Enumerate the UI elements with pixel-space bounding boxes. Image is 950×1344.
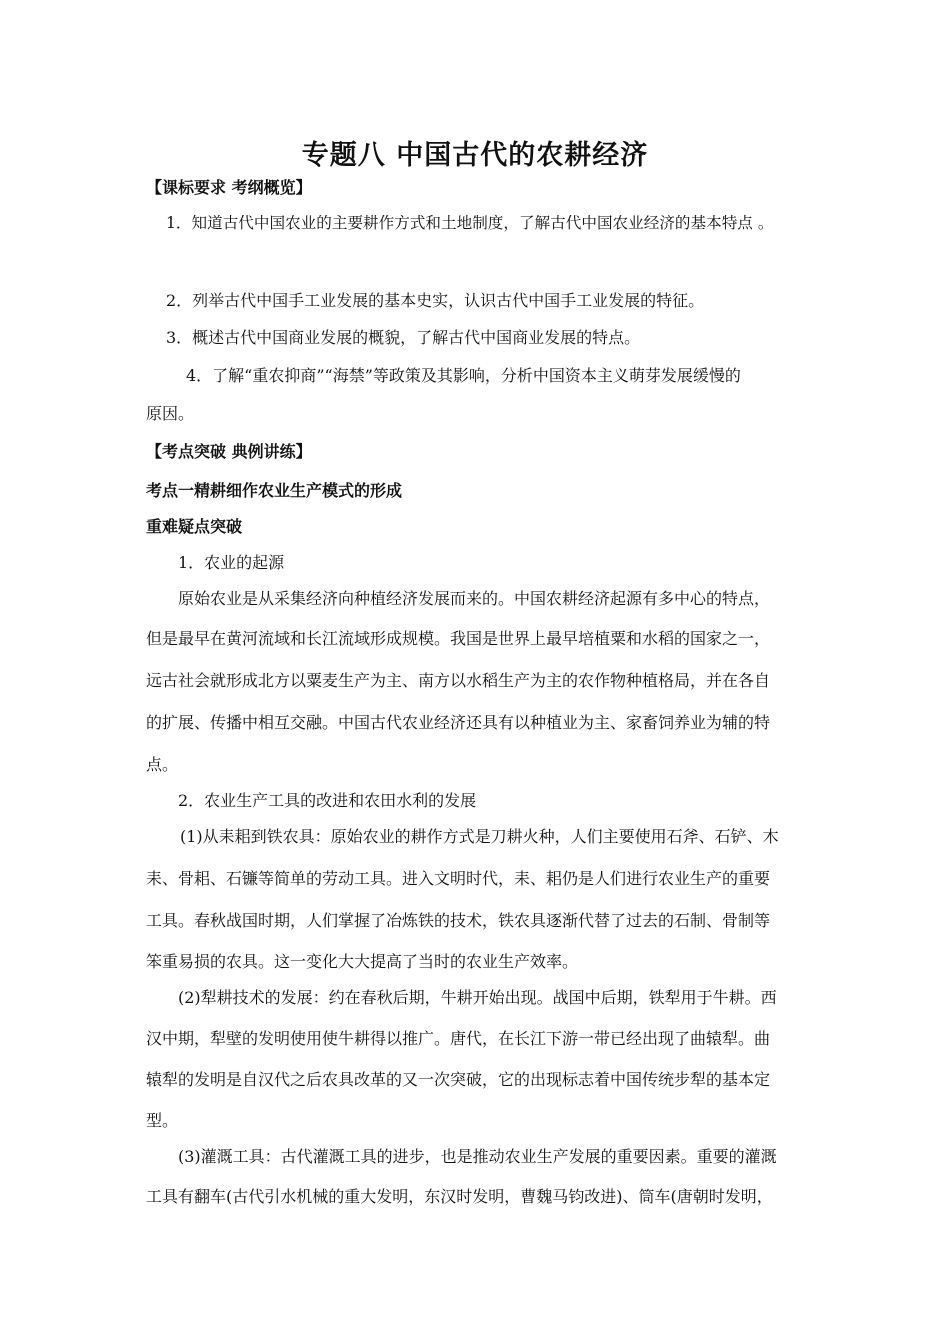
paragraph-line: (1)从耒耜到铁农具：原始农业的耕作方式是刀耕火种，人们主要使用石斧、石铲、木 — [180, 827, 779, 846]
section-heading: 【课标要求 考纲概览】 — [146, 178, 312, 197]
paragraph-line: 点。 — [146, 755, 179, 774]
paragraph-line: 笨重易损的农具。这一变化大大提高了当时的农业生产效率。 — [146, 952, 579, 971]
paragraph-line: 型。 — [146, 1111, 179, 1130]
paragraph-line: 汉中期，犁壁的发明使用使牛耕得以推广。唐代，在长江下游一带已经出现了曲辕犁。曲 — [146, 1029, 771, 1048]
paragraph-line: 的扩展、传播中相互交融。中国古代农业经济还具有以种植业为主、家畜饲养业为辅的特 — [146, 713, 771, 732]
paragraph-line: 辕犁的发明是自汉代之后农具改革的又一次突破，它的出现标志着中国传统步犁的基本定 — [146, 1070, 771, 1089]
requirement-item: 4．了解“重农抑商”“海禁”等政策及其影响，分析中国资本主义萌芽发展缓慢的 — [186, 366, 741, 385]
item-heading: 2．农业生产工具的改进和农田水利的发展 — [178, 791, 477, 810]
document-title: 专题八 中国古代的农耕经济 — [301, 140, 649, 171]
subsection-heading: 考点一精耕细作农业生产模式的形成 — [146, 481, 403, 500]
paragraph-line: 原始农业是从采集经济向种植经济发展而来的。中国农耕经济起源有多中心的特点， — [178, 589, 771, 608]
paragraph-line: 但是最早在黄河流域和长江流域形成规模。我国是世界上最早培植粟和水稻的国家之一， — [146, 629, 771, 648]
requirement-item-continued: 原因。 — [146, 404, 195, 423]
requirement-item: 3．概述古代中国商业发展的概貌，了解古代中国商业发展的特点。 — [166, 328, 641, 347]
paragraph-line: 工具有翻车(古代引水机械的重大发明，东汉时发明，曹魏马钧改进)、筒车(唐朝时发明， — [146, 1187, 773, 1206]
paragraph-line: 工具。春秋战国时期，人们掌握了冶炼铁的技术，铁农具逐渐代替了过去的石制、骨制等 — [146, 911, 771, 930]
subsection-heading: 重难疑点突破 — [146, 517, 243, 536]
requirement-item: 2．列举古代中国手工业发展的基本史实，认识古代中国手工业发展的特征。 — [166, 291, 705, 310]
item-heading: 1．农业的起源 — [178, 553, 285, 572]
requirement-item: 1．知道古代中国农业的主要耕作方式和土地制度，了解古代中国农业经济的基本特点 。 — [166, 214, 774, 232]
paragraph-line: 耒、骨耜、石镰等简单的劳动工具。进入文明时代，耒、耜仍是人们进行农业生产的重要 — [146, 869, 771, 888]
paragraph-line: (3)灌溉工具：古代灌溉工具的进步，也是推动农业生产发展的重要因素。重要的灌溉 — [178, 1147, 777, 1166]
paragraph-line: 远古社会就形成北方以粟麦生产为主、南方以水稻生产为主的农作物种植格局，并在各自 — [146, 671, 771, 690]
paragraph-line: (2)犁耕技术的发展：约在春秋后期，牛耕开始出现。战国中后期，铁犁用于牛耕。西 — [178, 988, 777, 1007]
section-heading: 【考点突破 典例讲练】 — [146, 442, 312, 461]
